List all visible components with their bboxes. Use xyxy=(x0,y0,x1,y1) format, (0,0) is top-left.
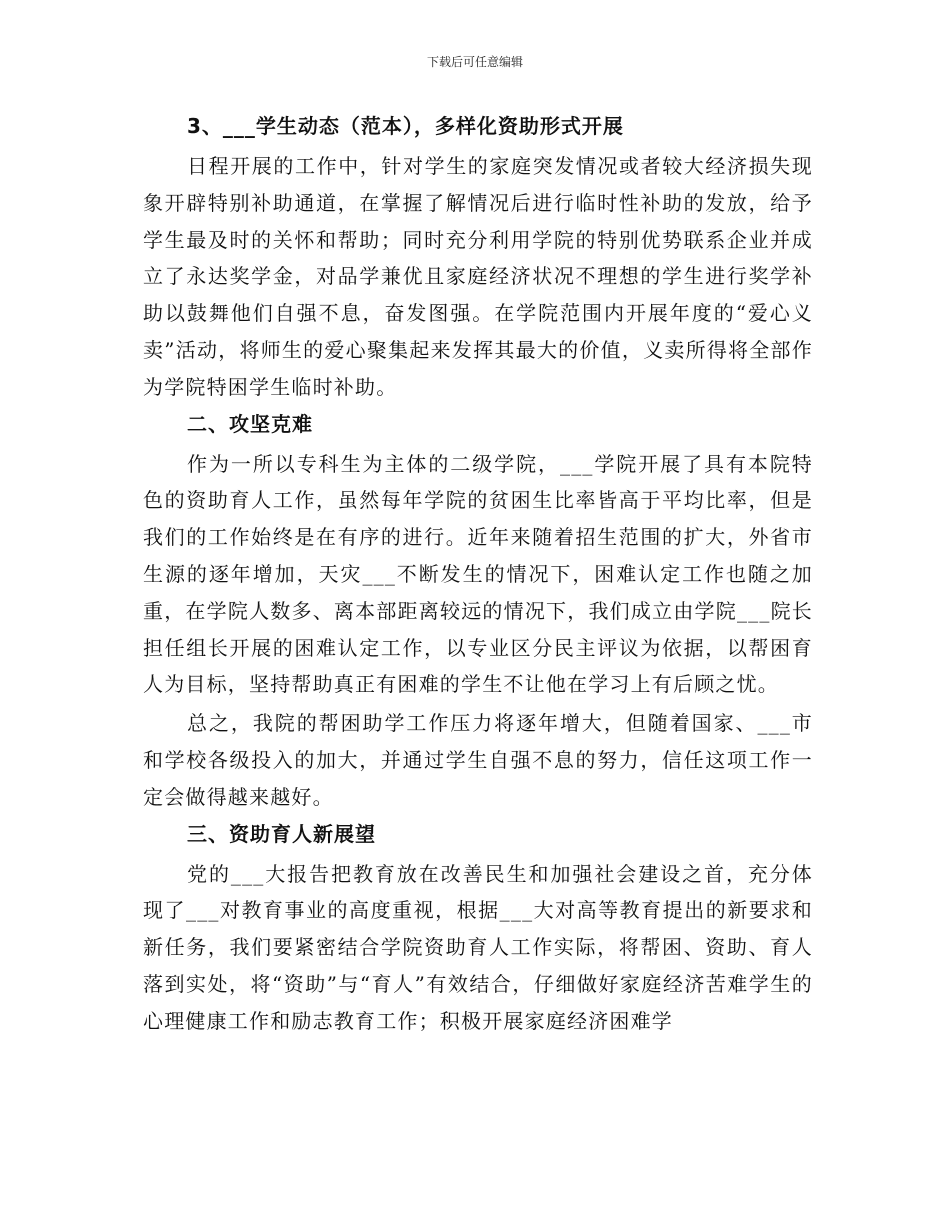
document-body xyxy=(143,110,813,1042)
section-3 xyxy=(143,818,813,1040)
section-heading: 二、攻坚克难 xyxy=(187,411,313,436)
paragraph: 作为一所以专科生为主体的二级学院，___学院开展了具有本院特色的资助育人工作，虽然每年学院的贫困生比率皆高于平均比率，但是我们的工作始终是在有序的进行。近年来随着招生范围的扩大，外省市生源的逐年增加，天灾___不断发生的情况下，困难认定工作也随之加重，在学院人数多、离本部距离较远的情况下，我们成立由学院___院长担任组长开展的困难认定工作，以专业区分民主评议为依据，以帮困育人为目标，坚持帮助真正有困难的学生不让他在学习上有后顾之忧。 xyxy=(143,451,813,697)
section-heading: 三、资助育人新展望 xyxy=(187,821,376,846)
section-2 xyxy=(143,408,813,816)
section-heading: 3、___学生动态（范本），多样化资助形式开展 xyxy=(187,114,624,138)
paragraph: 总之，我院的帮困助学工作压力将逐年增大，但随着国家、___市和学校各级投入的加大，并通过学生自强不息的努力，信任这项工作一定会做得越来越好。 xyxy=(143,711,813,809)
paragraph: 日程开展的工作中，针对学生的家庭突发情况或者较大经济损失现象开辟特别补助通道，在掌握了解情况后进行临时性补助的发放，给予学生最及时的关怀和帮助；同时充分利用学院的特别优势联系企业并成立了永达奖学金，对品学兼优且家庭经济状况不理想的学生进行奖学补助以鼓舞他们自强不息，奋发图强。在学院范围内开展年度的“爱心义卖”活动，将师生的爱心聚集起来发挥其最大的价值，义卖所得将全部作为学院特困学生临时补助。 xyxy=(143,154,813,399)
paragraph: 党的___大报告把教育放在改善民生和加强社会建设之首，充分体现了___对教育事业的高度重视，根据___大对高等教育提出的新要求和新任务，我们要紧密结合学院资助育人工作实际，将帮困、资助、育人落到实处，将“资助”与“育人”有效结合，仔细做好家庭经济苦难学生的心理健康工作和励志教育工作；积极开展家庭经济困难学 xyxy=(143,861,813,1033)
header-note: 下载后可任意编辑 xyxy=(426,55,523,69)
section-1 xyxy=(143,110,813,406)
